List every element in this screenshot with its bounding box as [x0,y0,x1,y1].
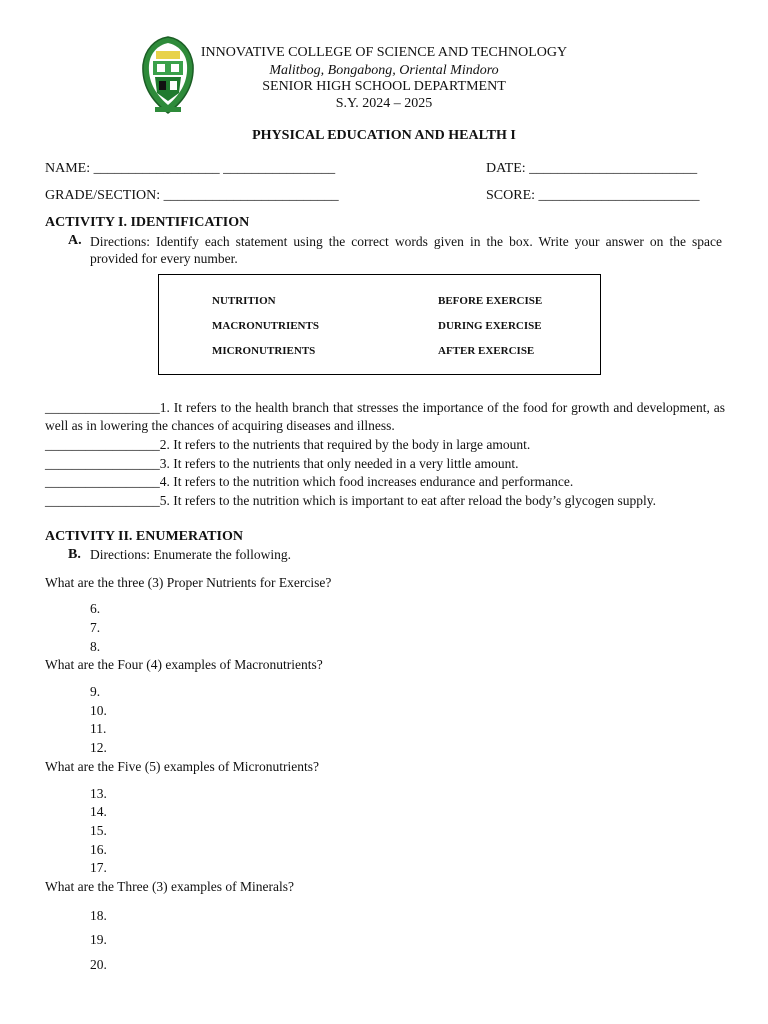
box-word: MICRONUTRIENTS [212,345,316,357]
identification-item: _________________4. It refers to the nutrition which food increases endurance and performance. [45,474,574,489]
enumeration-question: What are the three (3) Proper Nutrients for Exercise? [45,575,332,590]
answer-number: 17. [90,860,107,875]
school-address: Malitbog, Bongabong, Oriental Mindoro [269,63,499,78]
answer-number: 12. [90,740,107,755]
score-field[interactable]: SCORE: _______________________ [486,188,700,203]
answer-number: 19. [90,932,107,947]
activity1-title: ACTIVITY I. IDENTIFICATION [45,215,250,230]
box-word: MACRONUTRIENTS [212,320,319,332]
date-field[interactable]: DATE: ________________________ [486,161,698,176]
activity1-letter: A. [68,233,82,248]
answer-number: 15. [90,823,107,838]
answer-number: 16. [90,842,107,857]
answer-number: 14. [90,804,107,819]
answer-number: 8. [90,639,101,654]
name-field[interactable]: NAME: __________________ ________________ [45,161,336,176]
answer-number: 10. [90,703,107,718]
subject-title: PHYSICAL EDUCATION AND HEALTH I [252,128,516,143]
answer-number: 9. [90,684,101,699]
school-year: S.Y. 2024 – 2025 [335,96,433,111]
enumeration-question: What are the Five (5) examples of Micronutrients? [45,759,320,774]
box-word: DURING EXERCISE [438,320,542,332]
box-word: BEFORE EXERCISE [438,295,543,307]
activity2-directions: Directions: Enumerate the following. [90,547,291,562]
activity2-letter: B. [68,547,81,562]
answer-number: 6. [90,601,101,616]
answer-number: 11. [90,721,107,736]
enumeration-question: What are the Four (4) examples of Macronutrients? [45,657,323,672]
identification-item: _________________2. It refers to the nutrients that required by the body in large amount. [45,437,531,452]
enumeration-question: What are the Three (3) examples of Minerals? [45,879,295,894]
box-word: AFTER EXERCISE [438,345,535,357]
identification-item: _________________1. It refers to the health branch that stresses the importance of the food for growth and development, as well as in lowering the chances of acquiring diseases and illness. [45,400,725,433]
department-name: SENIOR HIGH SCHOOL DEPARTMENT [262,79,506,94]
grade-section-field[interactable]: GRADE/SECTION: _________________________ [45,188,339,203]
word-box [158,274,601,375]
answer-number: 7. [90,620,101,635]
activity1-directions: Directions: Identify each statement using the correct words given in the box. Write your answer on the space provided for every number. [90,234,722,266]
identification-item: _________________3. It refers to the nutrients that only needed in a very little amount. [45,456,519,471]
box-word: NUTRITION [212,295,276,307]
answer-number: 13. [90,786,107,801]
answer-number: 20. [90,957,107,972]
activity2-title: ACTIVITY II. ENUMERATION [45,529,243,544]
school-name: INNOVATIVE COLLEGE OF SCIENCE AND TECHNOLOGY [200,45,568,60]
identification-item: _________________5. It refers to the nutrition which is important to eat after reload the body’s glycogen supply. [45,493,657,508]
answer-number: 18. [90,908,107,923]
